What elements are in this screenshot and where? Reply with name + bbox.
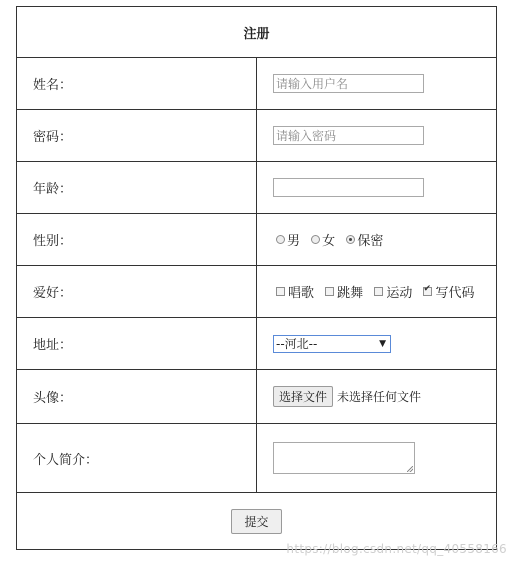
gender-option-label: 男 <box>287 234 301 249</box>
intro-textarea[interactable] <box>273 442 415 474</box>
hobby-option-sport[interactable] <box>371 282 412 301</box>
registration-table <box>16 6 497 550</box>
age-input[interactable] <box>273 178 424 197</box>
hobby-option-label: 写代码 <box>435 286 475 301</box>
watermark: https://blog.csdn.net/qq_40558166 <box>286 542 507 556</box>
submit-button[interactable]: 提交 <box>231 509 281 534</box>
address-label: 地址： <box>17 318 257 370</box>
hobby-option-sing[interactable] <box>273 282 314 301</box>
gender-label: 性别： <box>17 214 257 266</box>
gender-option-female[interactable] <box>308 230 335 249</box>
password-input[interactable] <box>273 126 424 145</box>
avatar-label: 头像： <box>17 370 257 424</box>
gender-group <box>257 214 497 266</box>
gender-option-male[interactable] <box>273 230 300 249</box>
checkbox-icon[interactable] <box>276 287 285 296</box>
hobby-label: 爱好： <box>17 266 257 318</box>
checkbox-icon[interactable] <box>374 287 383 296</box>
gender-option-label: 女 <box>322 234 336 249</box>
address-selected-value: --河北-- <box>276 337 318 351</box>
password-label: 密码： <box>17 110 257 162</box>
file-status: 未选择任何文件 <box>337 390 422 404</box>
username-input[interactable] <box>273 74 424 93</box>
checkbox-checked-icon[interactable] <box>423 287 432 296</box>
username-label: 姓名： <box>17 58 257 110</box>
hobby-option-label: 唱歌 <box>288 286 315 301</box>
intro-label: 个人简介： <box>17 424 257 493</box>
choose-file-button[interactable]: 选择文件 <box>273 386 333 407</box>
gender-option-secret[interactable] <box>343 230 383 249</box>
age-label: 年龄： <box>17 162 257 214</box>
hobby-option-label: 跳舞 <box>337 286 364 301</box>
radio-icon[interactable] <box>276 235 285 244</box>
radio-icon[interactable] <box>311 235 320 244</box>
dropdown-arrow-icon: ▼ <box>379 338 386 349</box>
hobby-option-dance[interactable] <box>322 282 363 301</box>
radio-selected-icon[interactable] <box>346 235 355 244</box>
hobby-option-code[interactable] <box>420 282 474 301</box>
form-title: 注册 <box>17 7 497 58</box>
address-select[interactable] <box>273 335 391 353</box>
resize-grip-icon[interactable] <box>407 466 413 472</box>
hobby-option-label: 运动 <box>386 286 413 301</box>
checkbox-icon[interactable] <box>325 287 334 296</box>
hobby-group <box>257 266 497 318</box>
gender-option-label: 保密 <box>357 234 384 249</box>
